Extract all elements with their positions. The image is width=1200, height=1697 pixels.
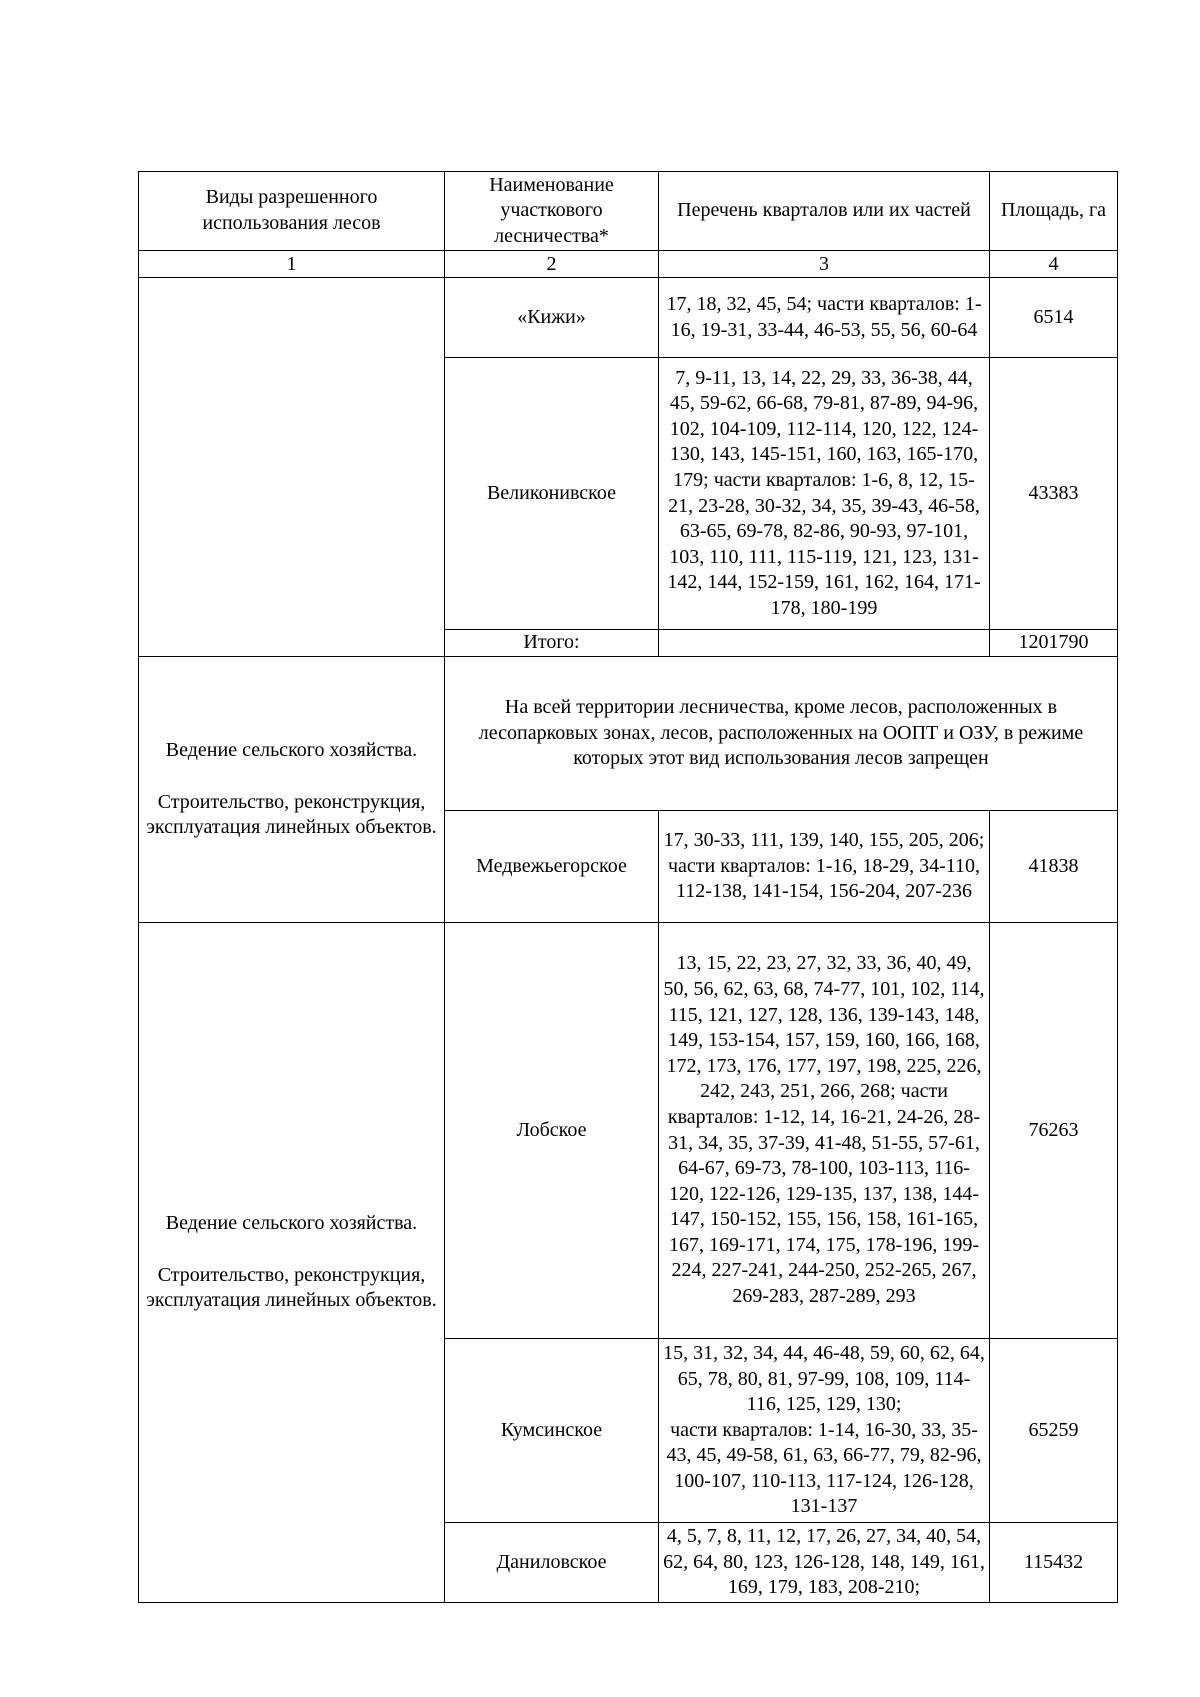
quarters-kumsinskoe-full: 15, 31, 32, 34, 44, 46-48, 59, 60, 62, 64, 65, 78, 80, 81, 97-99, 108, 109, 114-116, 125, 129, 130; xyxy=(663,1341,985,1416)
use-type-line-construction: Строительство, реконструкция, эксплуатация линейных объектов. xyxy=(146,1263,437,1312)
forestry-name-danilovskoe: Даниловское xyxy=(445,1523,659,1603)
forest-use-table xyxy=(138,171,1118,1603)
quarters-kumsinskoe xyxy=(659,1339,990,1523)
territory-note: На всей территории лесничества, кроме лесов, расположенных в лесопарковых зонах, лесов, расположенных на ООПТ и ОЗУ, в режиме которых этот вид использования лесов запрещен xyxy=(445,657,1118,811)
quarters-kizhi: 17, 18, 32, 45, 54; части кварталов: 1-16, 19-31, 33-44, 46-53, 55, 56, 60-64 xyxy=(659,278,990,358)
total-label: Итого: xyxy=(445,630,659,657)
header-cell-area xyxy=(990,172,1118,251)
table-row xyxy=(139,923,1118,1339)
column-number-4: 4 xyxy=(990,251,1118,278)
area-kizhi: 6514 xyxy=(990,278,1118,358)
use-type-cell-section3 xyxy=(139,923,445,1603)
quarters-velikonivskoe: 7, 9-11, 13, 14, 22, 29, 33, 36-38, 44, 45, 59-62, 66-68, 79-81, 87-89, 94-96, 102, 104-109, 112-114, 120, 122, 124-130, 143, 145-151, 160, 163, 165-170, 179; части кварталов: 1-6, 8, 12, 15-21, 23-28, 30-32, 34, 35, 39-43, 46-58, 63-65, 69-78, 82-86, 90-93, 97-101, 103, 110, 111, 115-119, 121, 123, 131-142, 144, 152-159, 161, 162, 164, 171-178, 180-199 xyxy=(659,358,990,630)
header-cell-use-type xyxy=(139,172,445,251)
forestry-name-lobskoe: Лобское xyxy=(445,923,659,1339)
header-cell-forestry-name xyxy=(445,172,659,251)
table-row xyxy=(139,278,1118,358)
table-header-row xyxy=(139,172,1118,251)
use-type-cell-empty xyxy=(139,278,445,657)
header-quarters-text: Перечень кварталов или их частей xyxy=(677,199,971,222)
area-kumsinskoe: 65259 xyxy=(990,1339,1118,1523)
quarters-lobskoe: 13, 15, 22, 23, 27, 32, 33, 36, 40, 49, 50, 56, 62, 63, 68, 74-77, 101, 102, 114, 115, 121, 127, 128, 136, 139-143, 148, 149, 153-154, 157, 159, 160, 166, 168, 172, 173, 176, 177, 197, 198, 225, 226, 242, 243, 251, 266, 268; части кварталов: 1-12, 14, 16-21, 24-26, 28-31, 34, 35, 37-39, 41-48, 51-55, 57-61, 64-67, 69-73, 78-100, 103-113, 116-120, 122-126, 129-135, 137, 138, 144-147, 150-152, 155, 156, 158, 161-165, 167, 169-171, 174, 175, 178-196, 199-224, 227-241, 244-250, 252-265, 267, 269-283, 287-289, 293 xyxy=(659,923,990,1339)
column-number-row xyxy=(139,251,1118,278)
area-medvezhyegorskoe: 41838 xyxy=(990,811,1118,923)
use-type-line-agriculture: Ведение сельского хозяйства. xyxy=(165,1212,418,1235)
spacer xyxy=(142,764,441,790)
quarters-danilovskoe: 4, 5, 7, 8, 11, 12, 17, 26, 27, 34, 40, 54, 62, 64, 80, 123, 126-128, 148, 149, 161, 169, 179, 183, 208-210; xyxy=(659,1523,990,1603)
header-cell-quarters xyxy=(659,172,990,251)
column-number-2: 2 xyxy=(445,251,659,278)
forestry-name-velikonivskoe: Великонивское xyxy=(445,358,659,630)
area-velikonivskoe: 43383 xyxy=(990,358,1118,630)
use-type-cell-section2 xyxy=(139,657,445,923)
use-type-line-construction: Строительство, реконструкция, эксплуатация линейных объектов. xyxy=(146,790,437,839)
quarters-medvezhyegorskoe: 17, 30-33, 111, 139, 140, 155, 205, 206; части кварталов: 1-16, 18-29, 34-110, 112-138, 141-154, 156-204, 207-236 xyxy=(659,811,990,923)
forestry-name-medvezhyegorskoe: Медвежьегорское xyxy=(445,811,659,923)
total-quarters-empty xyxy=(659,630,990,657)
forestry-name-kizhi: «Кижи» xyxy=(445,278,659,358)
spacer xyxy=(142,1237,441,1263)
column-number-1: 1 xyxy=(139,251,445,278)
table-row xyxy=(139,657,1118,811)
column-number-3: 3 xyxy=(659,251,990,278)
forestry-name-kumsinskoe: Кумсинское xyxy=(445,1339,659,1523)
header-area-text: Площадь, га xyxy=(1000,199,1107,222)
total-area: 1201790 xyxy=(990,630,1118,657)
area-danilovskoe: 115432 xyxy=(990,1523,1118,1603)
header-use-type-text: Виды разрешенного использования лесов xyxy=(202,186,381,234)
use-type-line-agriculture: Ведение сельского хозяйства. xyxy=(165,739,418,762)
quarters-kumsinskoe-partial: части кварталов: 1-14, 16-30, 33, 35-43, 45, 49-58, 61, 63, 66-77, 79, 82-96, 100-107, 110-113, 117-124, 126-128, 131-137 xyxy=(666,1418,982,1518)
header-forestry-name-text: Наименование участкового лесничества* xyxy=(489,173,614,247)
area-lobskoe: 76263 xyxy=(990,923,1118,1339)
